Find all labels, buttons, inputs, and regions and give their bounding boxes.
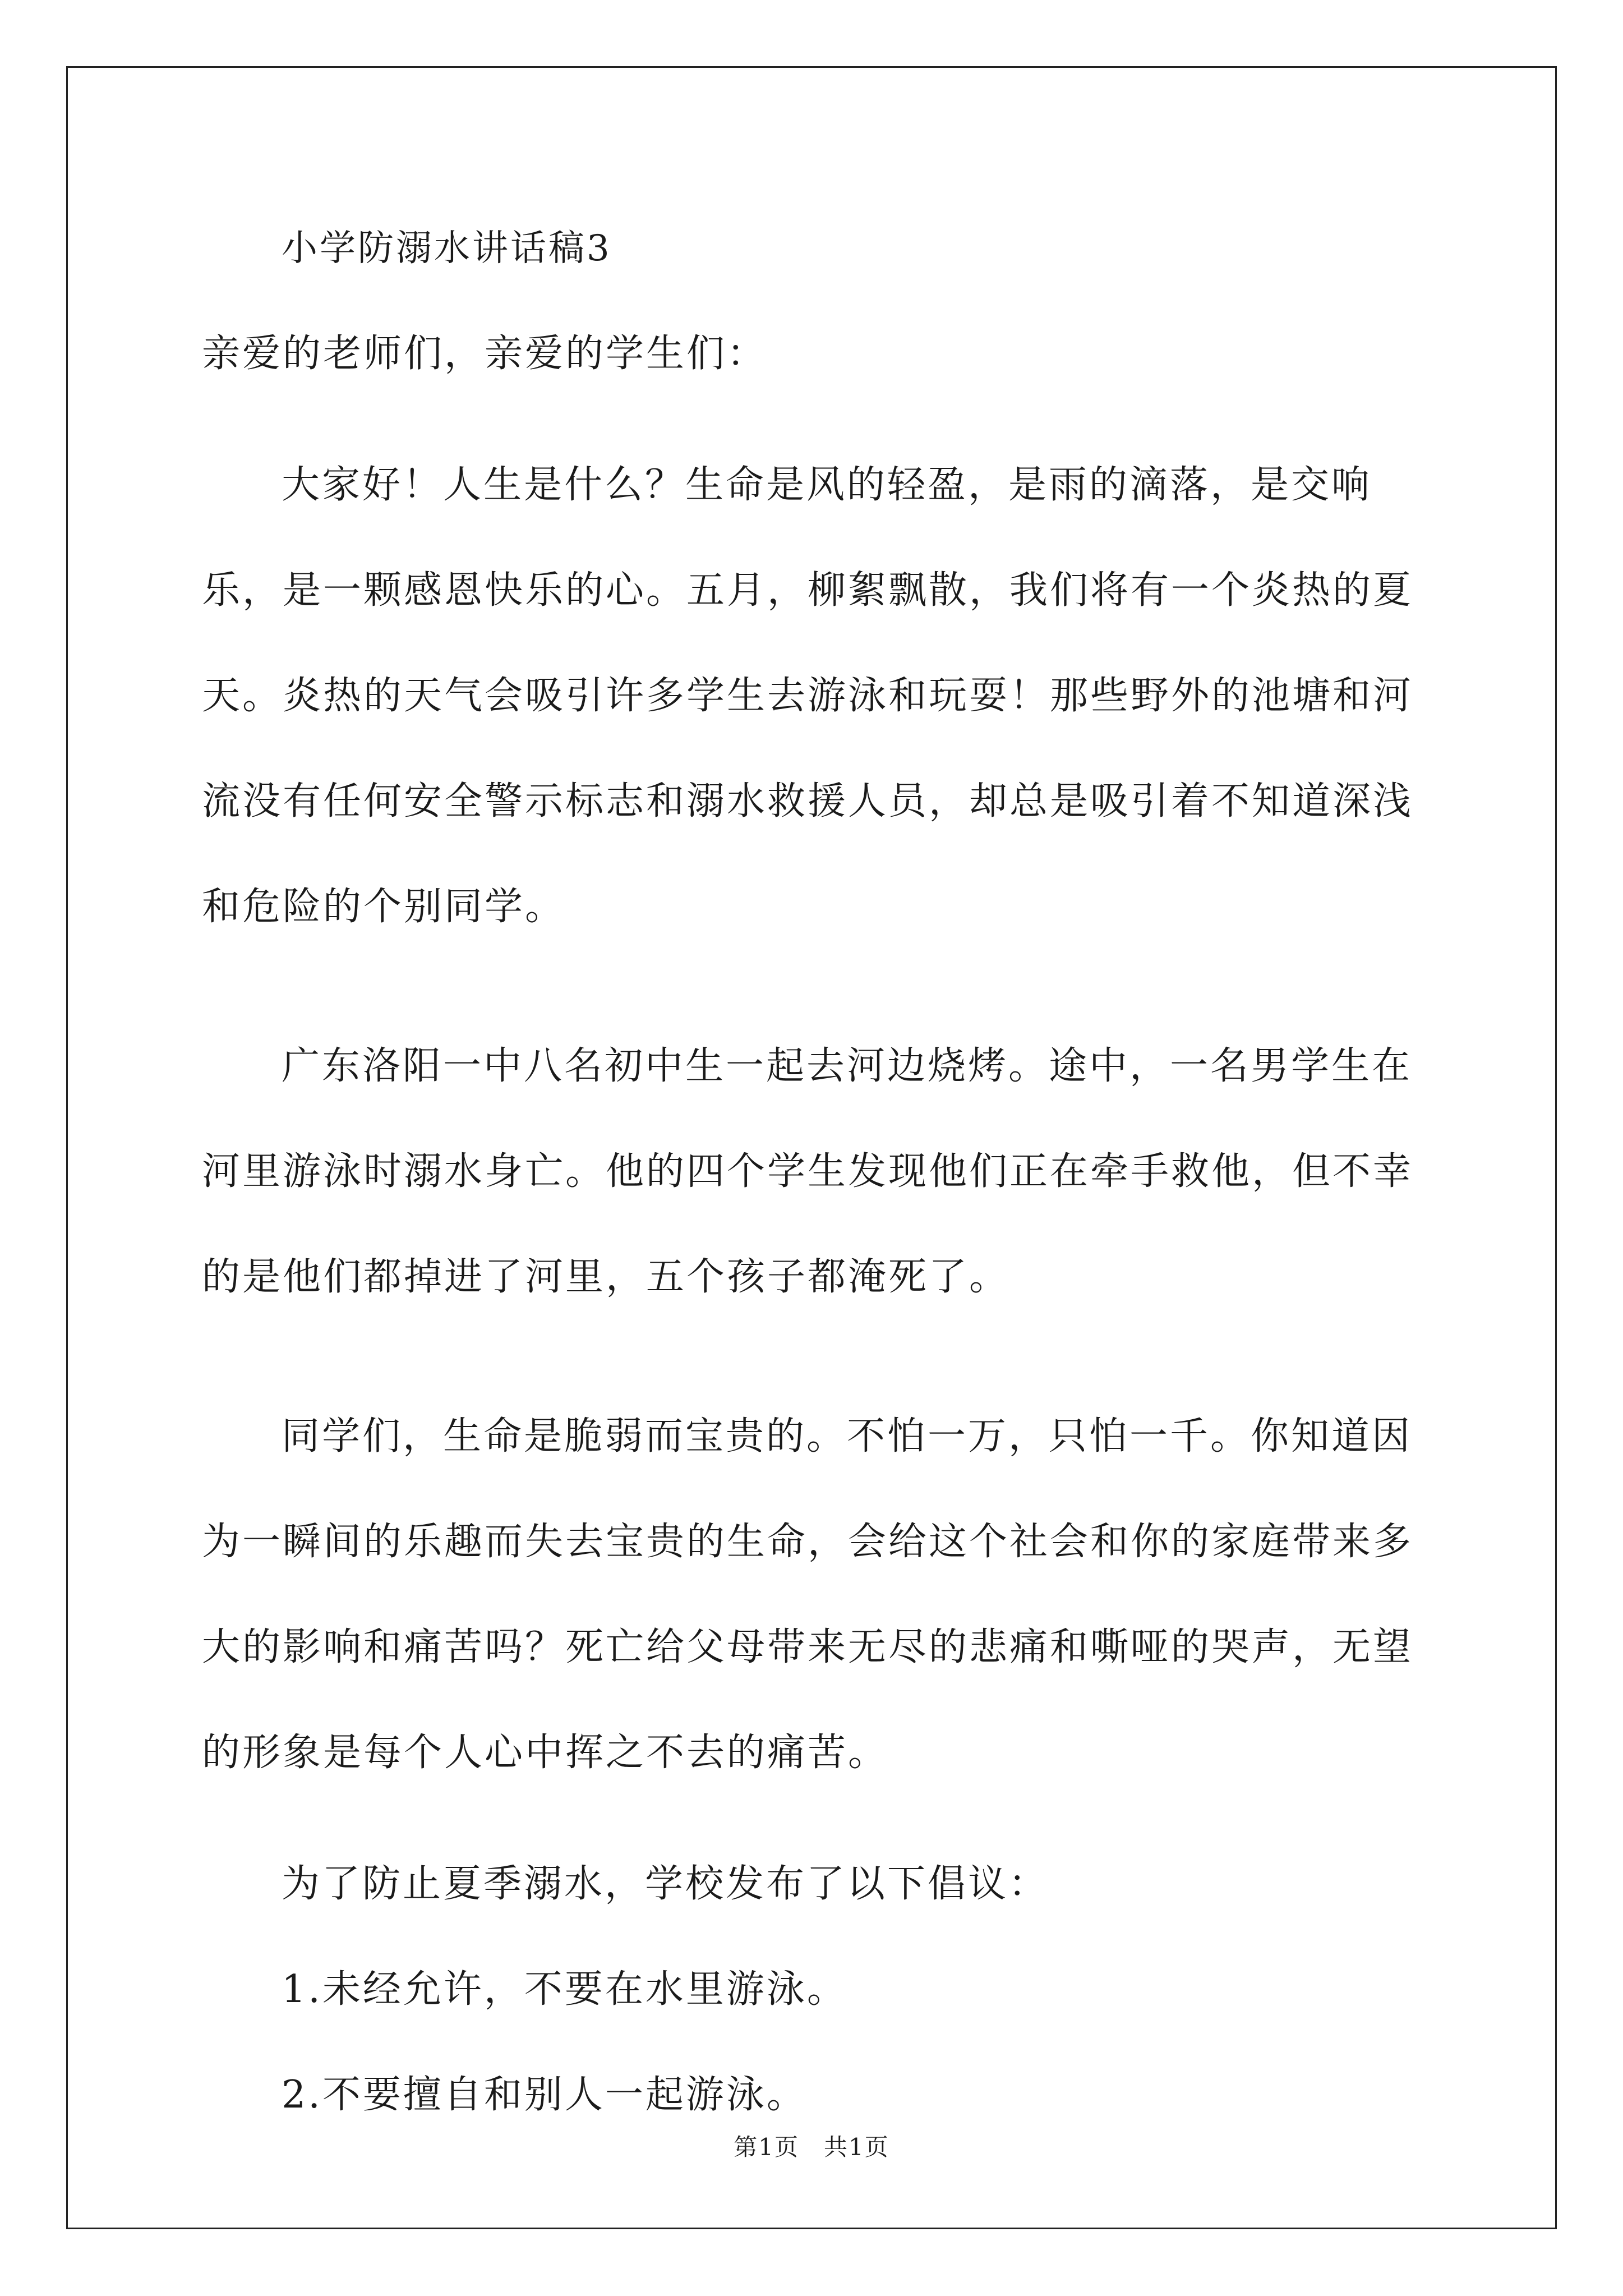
paragraph-4: 为了防止夏季溺水，学校发布了以下倡议： [282,1862,1049,1906]
document-title: 小学防溺水讲话稿3 [282,228,612,269]
paragraph-3: 同学们，生命是脆弱而宝贵的。不怕一万，只怕一千。你知道因为一瞬间的乐趣而失去宝贵的生命，会给这个社会和你的家庭带来多大的影响和痛苦吗？死亡给父母带来无尽的悲痛和嘶哑的哭声，无望的形象是每个人心中挥之不去的痛苦。 [202,1414,1414,1775]
page-number-footer: 第1页 共1页 [734,2133,889,2161]
list-item-1: 1.未经允许，不要在水里游泳。 [282,1967,847,2012]
document-body [202,222,1436,2122]
paragraph-1: 大家好！人生是什么？生命是风的轻盈，是雨的滴落，是交响乐，是一颗感恩快乐的心。五月，柳絮飘散，我们将有一个炎热的夏天。炎热的天气会吸引许多学生去游泳和玩耍！那些野外的池塘和河流没有任何安全警示标志和溺水救援人员，却总是吸引着不知道深浅和危险的个别同学。 [202,463,1414,929]
salutation: 亲爱的老师们，亲爱的学生们： [202,332,768,376]
paragraph-2: 广东洛阳一中八名初中生一起去河边烧烤。途中，一名男学生在河里游泳时溺水身亡。他的四个学生发现他们正在牵手救他，但不幸的是他们都掉进了河里，五个孩子都淹死了。 [202,1044,1414,1299]
list-item-2: 2.不要擅自和别人一起游泳。 [282,2073,807,2117]
